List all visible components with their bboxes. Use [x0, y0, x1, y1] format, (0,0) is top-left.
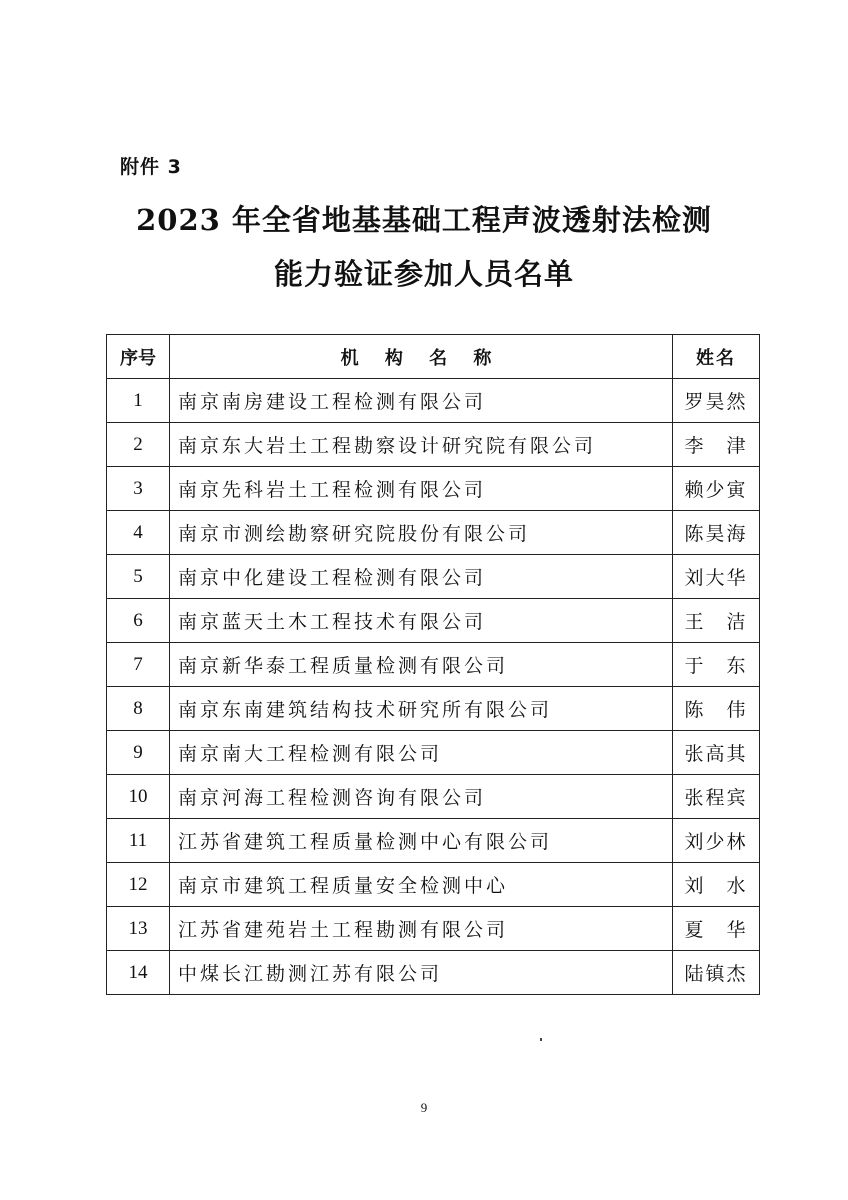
table-row	[107, 907, 760, 951]
row-organization: 中煤长江勘测江苏有限公司	[170, 951, 673, 995]
row-organization: 南京南房建设工程检测有限公司	[170, 379, 673, 423]
row-organization: 南京先科岩土工程检测有限公司	[170, 467, 673, 511]
row-serial-number: 6	[107, 599, 170, 643]
table-row	[107, 555, 760, 599]
table-row	[107, 643, 760, 687]
row-serial-number: 3	[107, 467, 170, 511]
row-serial-number: 14	[107, 951, 170, 995]
row-organization: 江苏省建苑岩土工程勘测有限公司	[170, 907, 673, 951]
row-serial-number: 2	[107, 423, 170, 467]
row-person-name: 于 东	[673, 643, 760, 687]
document-title-line-2: 能力验证参加人员名单	[273, 257, 574, 291]
row-serial-number: 7	[107, 643, 170, 687]
row-person-name: 刘大华	[673, 555, 760, 599]
header-person-name: 姓名	[673, 335, 760, 379]
table-row	[107, 599, 760, 643]
row-person-name: 刘少林	[673, 819, 760, 863]
row-organization: 南京市建筑工程质量安全检测中心	[170, 863, 673, 907]
row-organization: 南京蓝天土木工程技术有限公司	[170, 599, 673, 643]
table-header-row	[107, 335, 760, 379]
table-row	[107, 423, 760, 467]
document-title-line-1: 2023 年全省地基基础工程声波透射法检测	[136, 203, 712, 237]
row-serial-number: 1	[107, 379, 170, 423]
table-body	[107, 379, 760, 995]
row-organization: 南京东南建筑结构技术研究所有限公司	[170, 687, 673, 731]
table-row	[107, 863, 760, 907]
row-serial-number: 8	[107, 687, 170, 731]
table-row	[107, 379, 760, 423]
row-person-name: 陈 伟	[673, 687, 760, 731]
scan-speck	[540, 1038, 542, 1041]
row-person-name: 王 洁	[673, 599, 760, 643]
row-organization: 江苏省建筑工程质量检测中心有限公司	[170, 819, 673, 863]
row-person-name: 张程宾	[673, 775, 760, 819]
row-person-name: 夏 华	[673, 907, 760, 951]
row-organization: 南京南大工程检测有限公司	[170, 731, 673, 775]
row-person-name: 赖少寅	[673, 467, 760, 511]
table-row	[107, 951, 760, 995]
row-organization: 南京河海工程检测咨询有限公司	[170, 775, 673, 819]
row-organization: 南京中化建设工程检测有限公司	[170, 555, 673, 599]
table-row	[107, 511, 760, 555]
row-serial-number: 11	[107, 819, 170, 863]
row-person-name: 罗昊然	[673, 379, 760, 423]
table-row	[107, 775, 760, 819]
row-organization: 南京市测绘勘察研究院股份有限公司	[170, 511, 673, 555]
row-organization: 南京新华泰工程质量检测有限公司	[170, 643, 673, 687]
attachment-label: 附件 3	[120, 156, 182, 178]
row-person-name: 陈昊海	[673, 511, 760, 555]
header-serial-number: 序号	[107, 335, 170, 379]
row-serial-number: 13	[107, 907, 170, 951]
table-row	[107, 731, 760, 775]
row-person-name: 陆镇杰	[673, 951, 760, 995]
header-organization: 机 构 名 称	[170, 335, 673, 379]
page-number: 9	[420, 1100, 428, 1115]
row-person-name: 张高其	[673, 731, 760, 775]
table-row	[107, 819, 760, 863]
row-organization: 南京东大岩土工程勘察设计研究院有限公司	[170, 423, 673, 467]
row-serial-number: 9	[107, 731, 170, 775]
row-serial-number: 4	[107, 511, 170, 555]
row-person-name: 刘 水	[673, 863, 760, 907]
row-serial-number: 10	[107, 775, 170, 819]
row-serial-number: 12	[107, 863, 170, 907]
table-row	[107, 467, 760, 511]
row-serial-number: 5	[107, 555, 170, 599]
participant-table	[106, 334, 760, 995]
row-person-name: 李 津	[673, 423, 760, 467]
table-row	[107, 687, 760, 731]
